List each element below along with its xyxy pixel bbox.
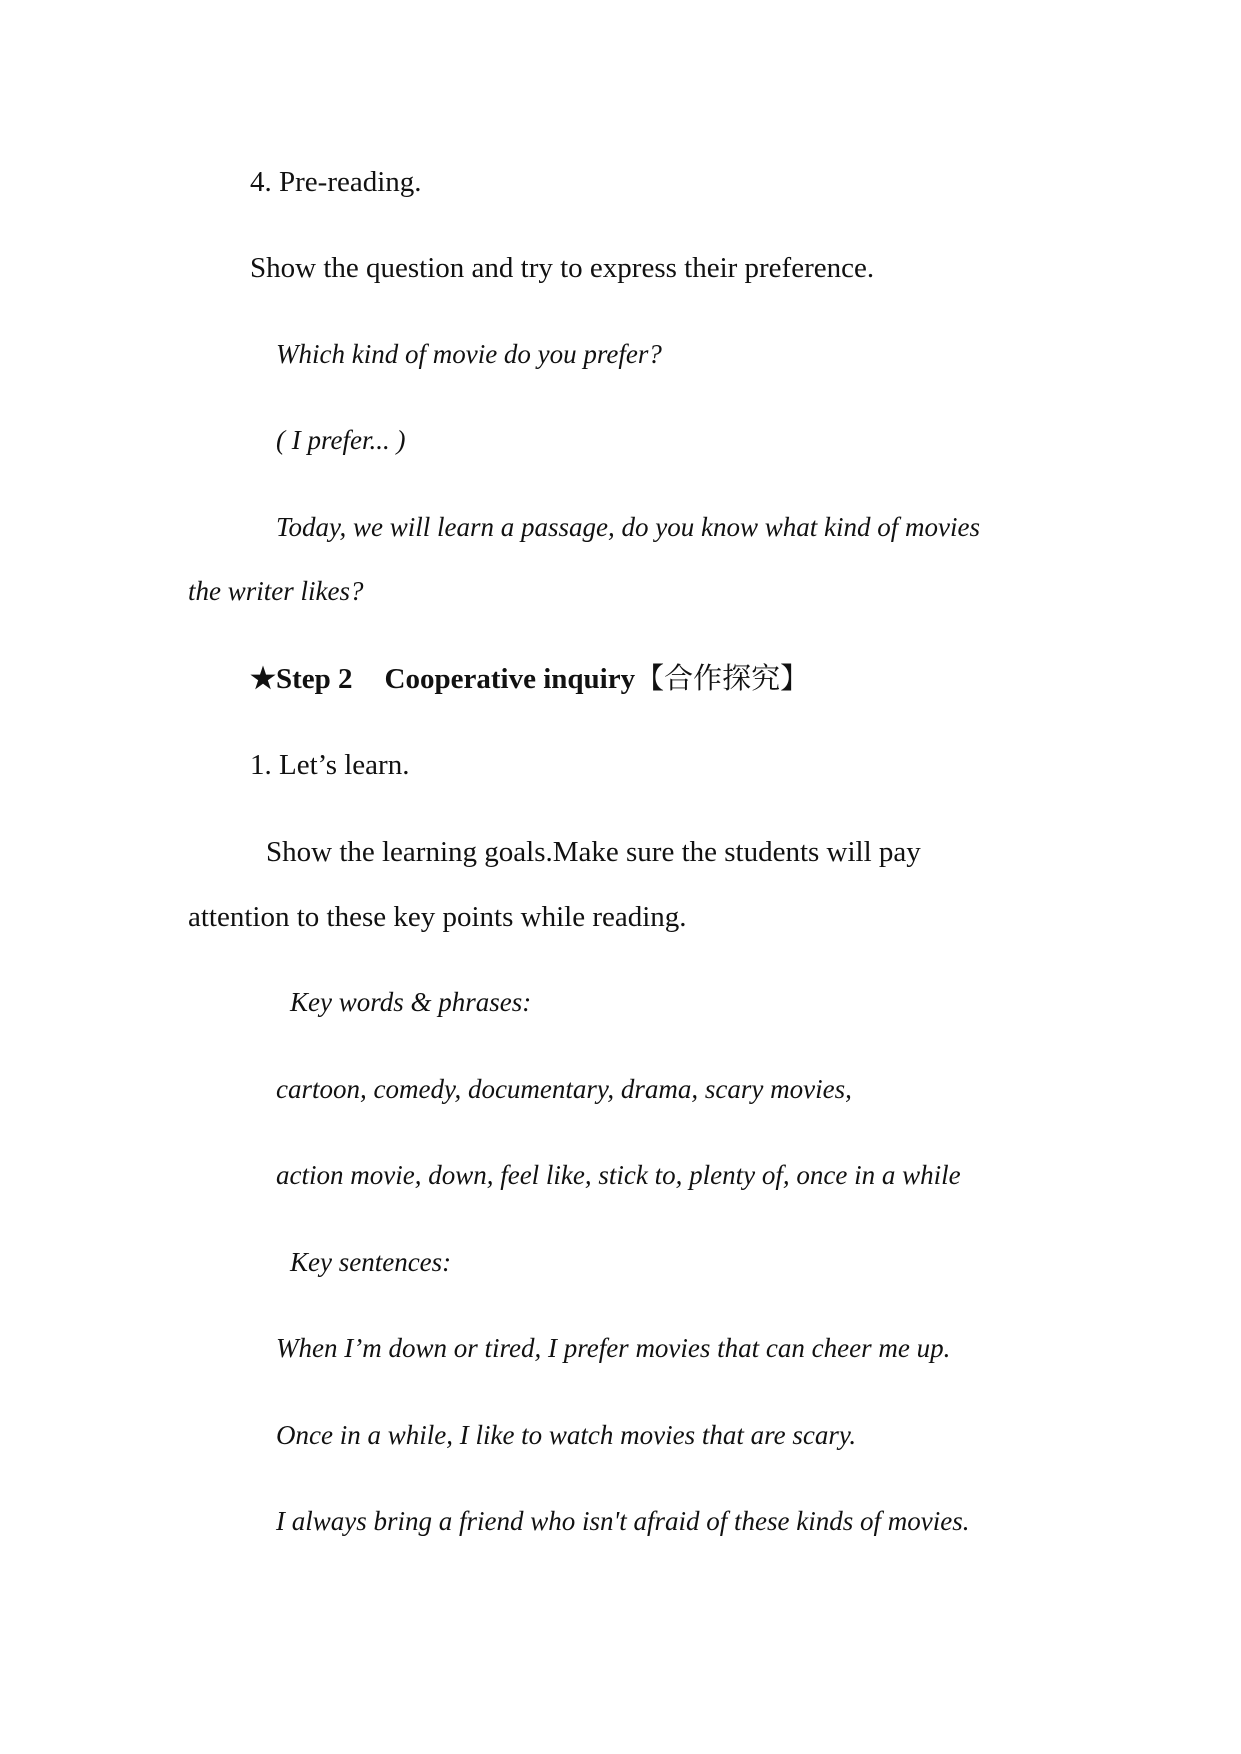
key-sentence-3: I always bring a friend who isn't afraid of these kinds of movies. <box>276 1506 970 1536</box>
example-answer: ( I prefer... ) <box>276 425 406 455</box>
key-words-line-1: cartoon, comedy, documentary, drama, scary movies, <box>276 1074 852 1104</box>
step-label: Step 2 <box>276 663 353 695</box>
key-words-line-2: action movie, down, feel like, stick to, plenty of, once in a while <box>276 1160 961 1190</box>
subheading-lets-learn: 1. Let’s learn. <box>250 749 410 781</box>
section-heading-pre-reading: 4. Pre-reading. <box>250 166 422 198</box>
instruction-text: Show the question and try to express their preference. <box>250 252 875 284</box>
key-words-label: Key words & phrases: <box>290 987 532 1017</box>
step-title-cjk: 合作探究 <box>664 663 781 695</box>
key-sentence-1: When I’m down or tired, I prefer movies that can cheer me up. <box>276 1333 951 1363</box>
paragraph-line-2: the writer likes? <box>188 576 364 606</box>
key-sentence-2: Once in a while, I like to watch movies that are scary. <box>276 1420 857 1450</box>
step-heading <box>250 665 809 694</box>
star-icon: ★ <box>250 663 276 695</box>
step-title: Cooperative inquiry <box>384 663 636 695</box>
key-sentences-label: Key sentences: <box>290 1247 452 1277</box>
paragraph-line-1: Today, we will learn a passage, do you know what kind of movies <box>276 512 980 542</box>
goals-line-1: Show the learning goals.Make sure the students will pay <box>266 836 921 868</box>
bracket-close: 】 <box>780 663 810 695</box>
bracket-open: 【 <box>635 663 665 695</box>
example-question: Which kind of movie do you prefer? <box>276 339 662 369</box>
goals-line-2: attention to these key points while reading. <box>188 901 687 933</box>
